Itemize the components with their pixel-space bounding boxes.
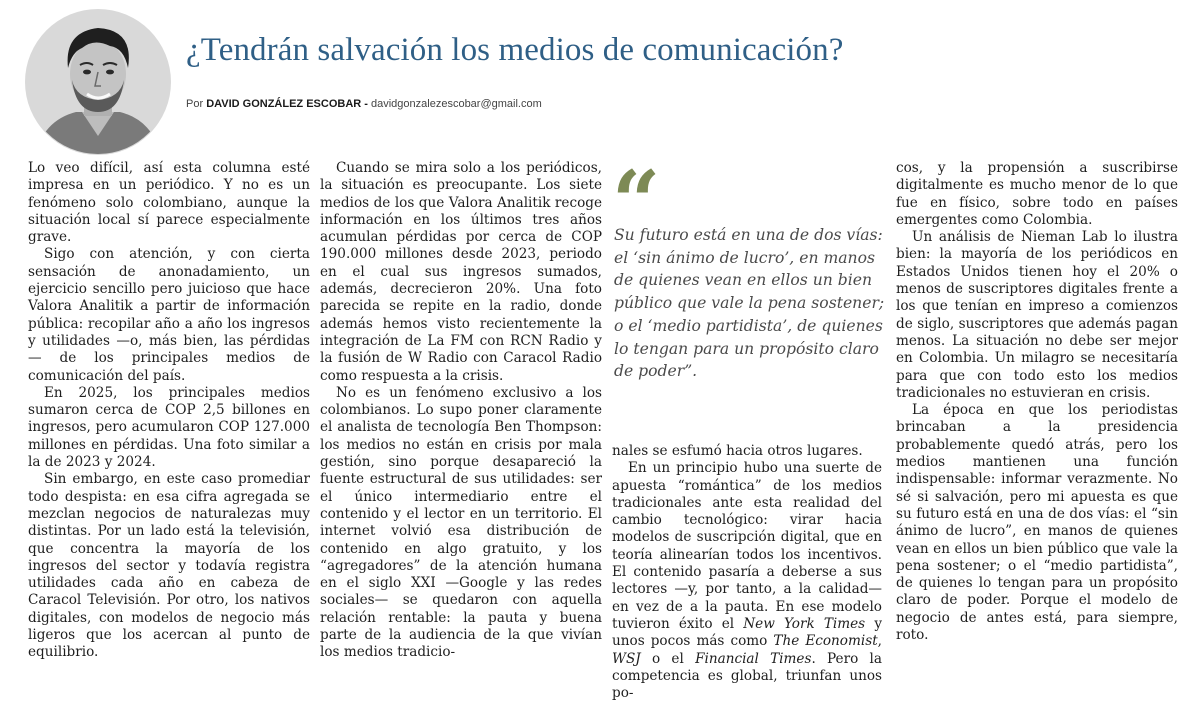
paragraph: La época en que los periodistas brincaban a la presidencia probablemente quedó atrás, pero los medios mantienen una función indispensable: informar verazmente. No sé si salvación, pero mi apuesta es que su futuro está en una de dos vías: el “sin ánimo de lucro”, en manos de quienes vean en ellos un bien público que vale la pena sostener; o el “medio partidista”, de quienes lo tengan para un propósito claro de poder. Porque el modelo de negocio de antes está, para siempre, roto. bbox=[896, 402, 1178, 644]
article-column-3 bbox=[612, 443, 882, 702]
pull-quote: Su futuro está en una de dos vías: el ‘sin ánimo de lucro’, en manos de quienes vean en ellos un bien público que vale la pena sostener; o el ‘medio partidista’, de quienes lo tengan para un propósito claro de poder”. bbox=[614, 226, 885, 381]
author-portrait bbox=[24, 8, 172, 156]
byline-prefix: Por bbox=[186, 98, 204, 110]
paragraph: No es un fenómeno exclusivo a los colombianos. Lo supo poner claramente el analista de tecnología Ben Thompson: los medios no están en crisis por mala gestión, sino porque desapareció la fuente estructural de sus utilidades: ser el único intermediario entre el contenido y el lector en un territorio. El internet volvió esa distribución de contenido en algo gratuito, y los “agregadores” de la atención humana en el siglo XXI —Google y las redes sociales— se quedaron con aquella relación rentable: la pauta y buena parte de la audiencia de la que vivían los medios tradicio- bbox=[320, 384, 602, 661]
paragraph: nales se esfumó hacia otros lugares. bbox=[612, 443, 863, 459]
paragraph: Lo veo difícil, así esta columna esté impresa en un periódico. Y no es un fenómeno solo colombiano, aunque la situación local sí parece especialmente grave. bbox=[28, 160, 310, 246]
paragraph: cos, y la propensión a suscribirse digitalmente es mucho menor de lo que fue en físico, sobre todo en países emergentes como Colombia. bbox=[896, 160, 1178, 228]
quote-mark-icon: “ bbox=[612, 152, 661, 251]
publication-name: The Economist bbox=[773, 633, 878, 650]
article-headline: ¿Tendrán salvación los medios de comunicación? bbox=[186, 32, 844, 68]
paragraph-text: En un principio hubo una suerte de apuesta “romántica” de los medios tradicionales ante esta realidad del cambio tecnológico: virar hacia modelos de suscripción digital, que en teoría alinearían todos los incentivos. El contenido pasaría a deberse a sus lectores —y, por tanto, a la calidad— en vez de a la pauta. En ese modelo tuvieron éxito el bbox=[612, 460, 882, 632]
byline-email: davidgonzalezescobar@gmail.com bbox=[371, 98, 542, 110]
paragraph: Un análisis de Nieman Lab lo ilustra bien: la mayoría de los periódicos en Estados Unidos tienen hoy el 20% o menos de suscriptores digitales frente a los que tenían en impreso a comienzos de siglo, suscriptores que además pagan menos. La situación no debe ser mejor en Colombia. Un milagro se necesitaría para que con todo esto los medios tradicionales no estuvieran en crisis. bbox=[896, 229, 1178, 401]
byline bbox=[186, 98, 542, 110]
paragraph: Sin embargo, en este caso promediar todo despista: en esa cifra agregada se mezclan negocios de naturalezas muy distintas. Por un lado está la televisión, que concentra la mayoría de los ingresos del sector y todavía registra utilidades cada año en cabeza de Caracol Televisión. Por otro, los nativos digitales, con modelos de negocio más ligeros que los acercan al punto de equilibrio. bbox=[28, 471, 310, 661]
publication-name: New York Times bbox=[743, 615, 866, 632]
publication-name: WSJ bbox=[612, 650, 641, 667]
paragraph: Cuando se mira solo a los periódicos, la situación es preocupante. Los siete medios de los que Valora Analitik recoge información en los últimos tres años acumulan pérdidas por cerca de COP 190.000 millones desde 2023, periodo en el cual sus ingresos sumados, además, decrecieron 20%. Una foto parecida se repite en la radio, donde además hemos visto recientemente la integración de La FM con RCN Radio y la fusión de W Radio con Caracol Radio como respuesta a la crisis. bbox=[320, 160, 602, 384]
paragraph: Sigo con atención, y con cierta sensación de anonadamiento, un ejercicio sencillo pero juicioso que hace Valora Analitik a partir de información pública: recopilar año a año los ingresos y utilidades —o, más bien, las pérdidas— de los principales medios de comunicación del país. bbox=[28, 246, 310, 384]
paragraph bbox=[612, 460, 882, 702]
paragraph: En 2025, los principales medios sumaron cerca de COP 2,5 billones en ingresos, pero acumularon COP 127.000 millones en pérdidas. Una foto similar a la de 2023 y 2024. bbox=[28, 384, 310, 471]
paragraph-text: , bbox=[877, 633, 882, 650]
article-column-4 bbox=[896, 160, 1178, 644]
paragraph-text: y unos pocos más como bbox=[612, 615, 883, 650]
article-column-1 bbox=[28, 160, 310, 662]
byline-author: DAVID GONZÁLEZ ESCOBAR - bbox=[206, 98, 368, 110]
article-column-2 bbox=[320, 160, 602, 662]
paragraph-text: o el bbox=[651, 650, 684, 667]
paragraph-text: . Pero la competencia es global, triunfan unos po- bbox=[612, 650, 882, 702]
publication-name: Financial Times bbox=[695, 650, 812, 667]
